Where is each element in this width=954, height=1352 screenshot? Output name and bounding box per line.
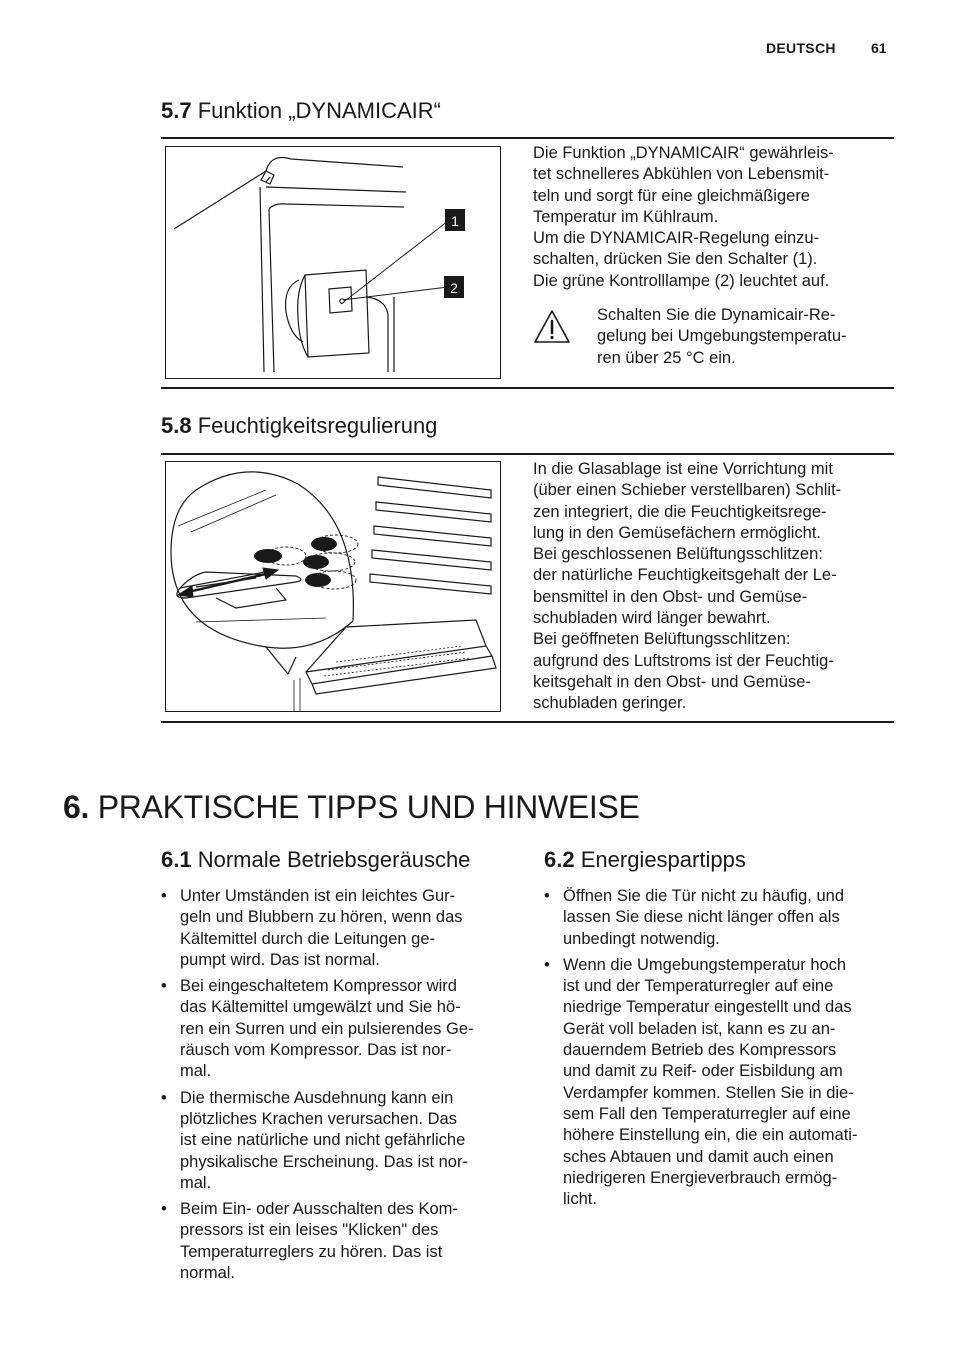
warning-line: Schalten Sie die Dynamicair-Re- xyxy=(597,306,836,324)
list-item: • Unter Umständen ist ein leichtes Gur- geln und Blubbern zu hören, wenn das Kältemittel durch die Leitungen ge- pumpt wird. Das ist normal. xyxy=(161,886,474,971)
list-item: • Öffnen Sie die Tür nicht zu häufig, und lassen Sie diese nicht länger offen als unbedingt notwendig. xyxy=(544,886,857,950)
humidity-slider-illustration xyxy=(166,462,500,711)
warning-triangle-icon xyxy=(533,309,571,345)
chapter-number: 6. xyxy=(63,789,90,825)
section-number: 6.2 xyxy=(544,847,575,872)
section-number: 6.1 xyxy=(161,847,192,872)
operating-noises-list xyxy=(161,886,474,1289)
chapter-title: PRAKTISCHE TIPPS UND HINWEISE xyxy=(97,789,640,825)
section-bottom-rule xyxy=(161,721,894,723)
section-top-rule xyxy=(161,137,894,139)
text-line: schubladen wird länger bewahrt. xyxy=(533,609,771,628)
callout-1-label: 1 xyxy=(451,213,459,229)
text-line: bensmittel in den Obst- und Gemüse- xyxy=(533,587,808,606)
callout-2-label: 2 xyxy=(450,280,458,296)
section-title: Feuchtigkeitsregulierung xyxy=(197,413,438,438)
header-language: DEUTSCH xyxy=(766,40,836,56)
text-line: zen integriert, die die Feuchtigkeitsrege- xyxy=(533,502,827,521)
text-line: aufgrund des Luftstroms ist der Feuchtig- xyxy=(533,651,834,670)
text-line: schalten, drücken Sie den Schalter (1). xyxy=(533,250,818,269)
text-line: Die grüne Kontrolllampe (2) leuchtet auf. xyxy=(533,271,830,290)
text-line: (über einen Schieber verstellbaren) Schlit- xyxy=(533,481,842,500)
section-6-2-heading xyxy=(544,847,746,873)
section-bottom-rule xyxy=(161,387,894,389)
section-6-1-heading xyxy=(161,847,470,873)
section-number: 5.7 xyxy=(161,98,192,123)
list-item: • Bei eingeschaltetem Kompressor wird das Kältemittel umgewälzt und Sie hö- ren ein Surren und ein pulsierendes Ge- räusch vom Kompressor. Das ist nor- mal. xyxy=(161,976,474,1082)
section-5-8-heading xyxy=(161,413,437,439)
text-line: Bei geöffneten Belüftungsschlitzen: xyxy=(533,630,791,649)
warning-line: gelung bei Umgebungstemperatu- xyxy=(597,327,847,346)
text-line: Um die DYNAMICAIR-Regelung einzu- xyxy=(533,229,820,248)
humidity-control-figure xyxy=(165,461,501,712)
list-item: • Wenn die Umgebungstemperatur hoch ist und der Temperaturregler auf eine niedrige Temperatur eingestellt und das Gerät voll beladen ist, kann es zu an- dauerndem Betrieb des Kompressors und damit zu Reif- oder Eisbildung am Verdampfer kommen. Stellen Sie in die- sem Fall den Temperaturregler auf eine höhere Einstellung ein, die ein automati- sches Abtauen und damit auch einen niedrigeren Energieverbrauch ermög- licht. xyxy=(544,955,857,1211)
text-line: Temperatur im Kühlraum. xyxy=(533,207,719,226)
text-line: teln und sorgt für eine gleichmäßigere xyxy=(533,186,810,205)
list-item: • Beim Ein- oder Ausschalten des Kom- pressors ist ein leises "Klicken" des Temperaturreglers zu hören. Das ist normal. xyxy=(161,1199,474,1284)
humidity-description xyxy=(533,459,841,715)
dynamicair-warning xyxy=(597,305,847,369)
text-line: Bei geschlossenen Belüftungsschlitzen: xyxy=(533,545,823,564)
dynamicair-description xyxy=(533,143,834,292)
text-line: der natürliche Feuchtigkeitsgehalt der Le- xyxy=(533,566,837,585)
list-item: • Die thermische Ausdehnung kann ein plötzliches Krachen verursachen. Das ist eine natürliche und nicht gefährliche physikalische Erscheinung. Das ist nor- mal. xyxy=(161,1088,474,1194)
text-line: keitsgehalt in den Obst- und Gemüse- xyxy=(533,672,811,691)
section-title: Funktion „DYNAMICAIR“ xyxy=(197,98,441,123)
section-5-7-heading xyxy=(161,98,441,124)
text-line: lung in den Gemüsefächern ermöglicht. xyxy=(533,523,821,542)
text-line: schubladen geringer. xyxy=(533,694,687,713)
dynamicair-figure xyxy=(165,146,501,379)
page-number: 61 xyxy=(871,40,887,56)
text-line: Die Funktion „DYNAMICAIR“ gewährleis- xyxy=(533,144,834,162)
energy-tips-list xyxy=(544,886,857,1215)
text-line: In die Glasablage ist eine Vorrichtung mit xyxy=(533,460,833,478)
section-top-rule xyxy=(161,453,894,455)
text-line: tet schnelleres Abkühlen von Lebensmit- xyxy=(533,165,830,184)
section-title: Energiespartipps xyxy=(580,847,746,872)
section-title: Normale Betriebsgeräusche xyxy=(197,847,471,872)
warning-line: ren über 25 °C ein. xyxy=(597,348,736,367)
chapter-6-heading xyxy=(63,787,640,827)
dynamicair-illustration xyxy=(166,147,500,378)
section-number: 5.8 xyxy=(161,413,192,438)
